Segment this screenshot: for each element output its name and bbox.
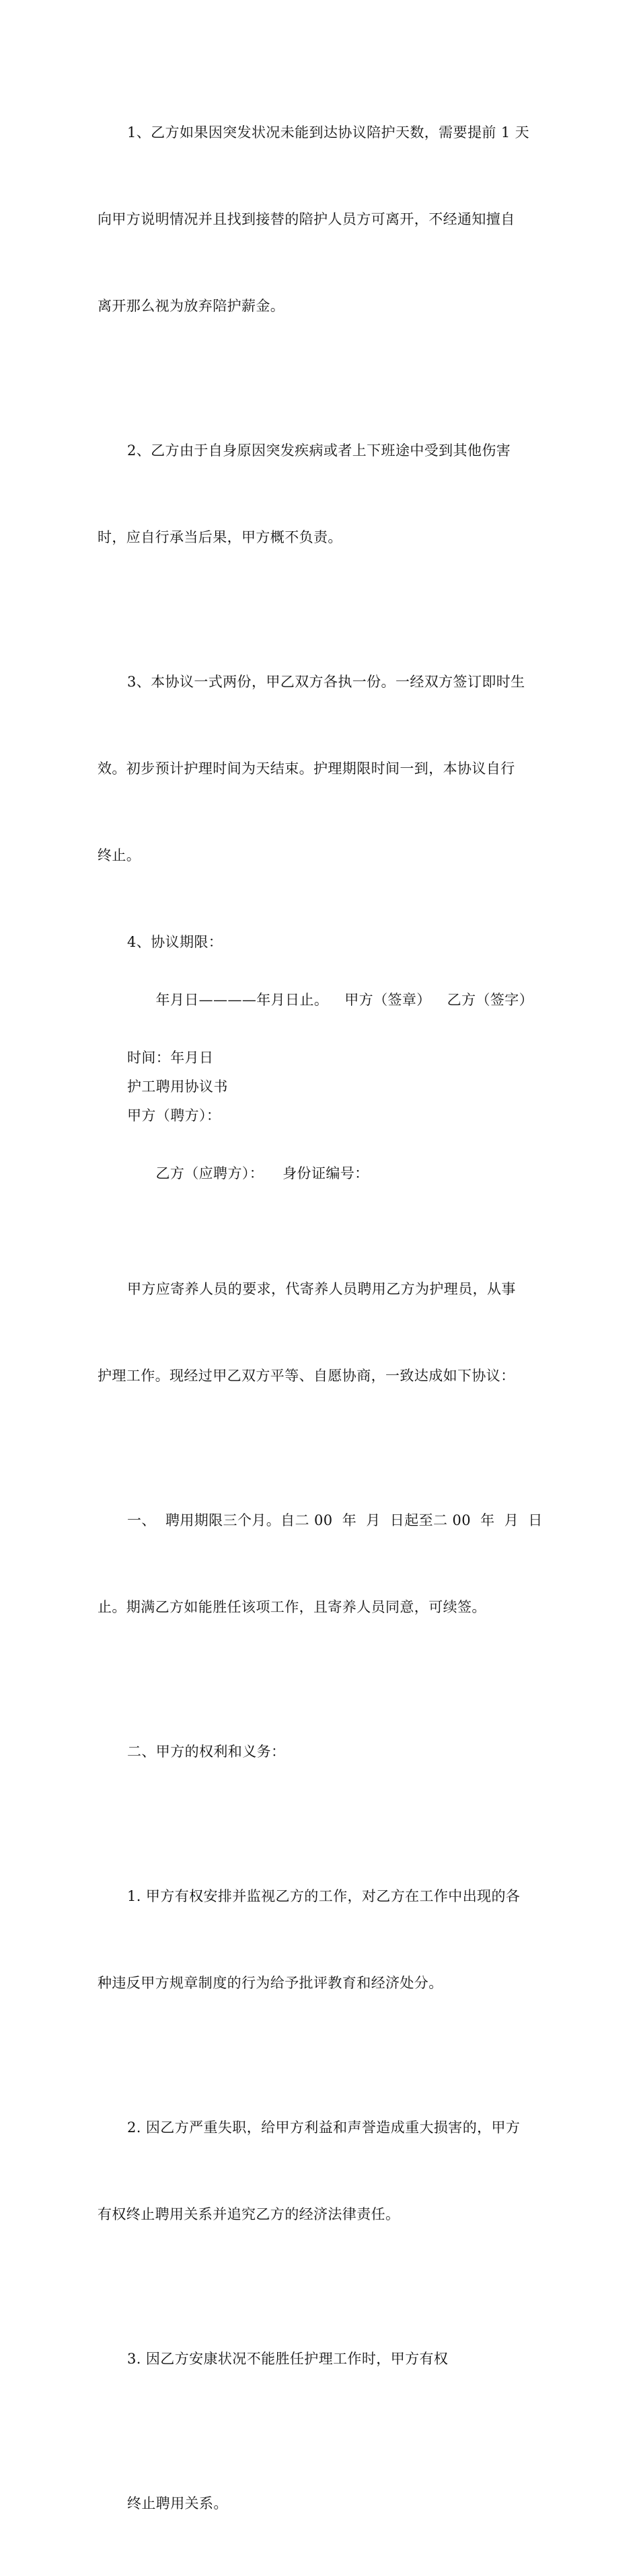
section-heading bbox=[98, 1680, 545, 1824]
text-line: 终止。 bbox=[98, 847, 141, 863]
clause-paragraph bbox=[98, 61, 545, 379]
text-line: 止。期满乙方如能胜任该项工作，且寄养人员同意，可续签。 bbox=[98, 1599, 486, 1615]
id-number-label: 身份证编号： bbox=[283, 1165, 369, 1181]
text-line: 一、 聘用期限三个月。自二 00 年 月 日起至二 00 年 月 日 bbox=[127, 1512, 543, 1528]
clause-paragraph bbox=[98, 2431, 545, 2576]
contract-title: 护工聘用协议书 bbox=[127, 1079, 228, 1095]
text-line: 3. 因乙方安康状况不能胜任护理工作时，甲方有权 bbox=[127, 2351, 449, 2367]
party-a-signature: 甲方（签章） bbox=[344, 992, 431, 1008]
text-line: 甲方应寄养人员的要求，代寄养人员聘用乙方为护理员，从事 bbox=[127, 1281, 516, 1297]
text-line: 2、乙方由于自身原因突发疾病或者上下班途中受到其他伤害 bbox=[127, 442, 511, 459]
text-line: 二、甲方的权利和义务： bbox=[127, 1744, 286, 1760]
date-line: 时间：年月日 bbox=[127, 1050, 214, 1066]
clause-paragraph bbox=[98, 610, 545, 928]
text-line: 护理工作。现经过甲乙双方平等、自愿协商，一致达成如下协议： bbox=[98, 1368, 515, 1384]
party-b-signature: 乙方（签字） bbox=[447, 992, 534, 1008]
party-b-label: 乙方（应聘方）： bbox=[155, 1165, 264, 1181]
clause-paragraph bbox=[98, 1448, 545, 1680]
text-line: 效。初步预计护理时间为天结束。护理期限时间一到，本协议自行 bbox=[98, 760, 515, 777]
term-signature-line bbox=[98, 957, 545, 1044]
clause-paragraph bbox=[98, 2287, 545, 2431]
text-line: 有权终止聘用关系并追究乙方的经济法律责任。 bbox=[98, 2206, 400, 2222]
text-line: 3、本协议一式两份，甲乙双方各执一份。一经双方签订即时生 bbox=[127, 674, 525, 690]
text-line: 向甲方说明情况并且找到接替的陪护人员方可离开，不经通知擅自 bbox=[98, 211, 515, 227]
party-a-line: 甲方（聘方）： bbox=[127, 1107, 221, 1124]
clause-paragraph bbox=[98, 1217, 545, 1448]
clause-paragraph bbox=[98, 1824, 545, 2056]
term-heading: 4、协议期限： bbox=[127, 934, 223, 950]
text-line: 1、乙方如果因突发状况未能到达协议陪护天数，需要提前 1 天 bbox=[127, 124, 530, 141]
document-body bbox=[98, 61, 545, 2576]
text-line: 离开那么视为放弃陪护薪金。 bbox=[98, 298, 285, 314]
text-line: 1. 甲方有权安排并监视乙方的工作，对乙方在工作中出现的各 bbox=[127, 1888, 521, 1904]
term-period: 年月日————年月日止。 bbox=[155, 992, 329, 1008]
party-b-line bbox=[98, 1130, 545, 1217]
text-line: 2. 因乙方严重失职，给甲方利益和声誉造成重大损害的，甲方 bbox=[127, 2119, 521, 2136]
clause-paragraph bbox=[98, 379, 545, 610]
clause-paragraph bbox=[98, 2056, 545, 2287]
text-line: 时，应自行承当后果，甲方概不负责。 bbox=[98, 529, 342, 545]
text-line: 终止聘用关系。 bbox=[127, 2495, 228, 2511]
text-line: 种违反甲方规章制度的行为给予批评教育和经济处分。 bbox=[98, 1975, 443, 1991]
